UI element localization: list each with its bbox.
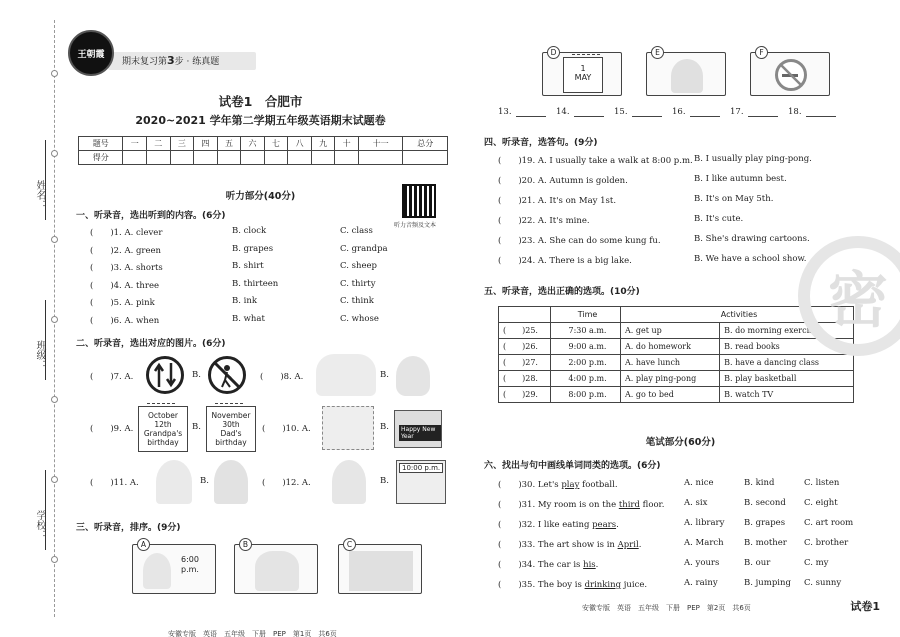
- answer-blank-line[interactable]: [632, 116, 662, 117]
- timeline-row: [499, 355, 854, 371]
- q9-b-label: B.: [192, 422, 201, 432]
- no-walking-sign-icon: [208, 356, 246, 394]
- question-option-c[interactable]: C. grandpa: [340, 243, 388, 254]
- question-row: [498, 174, 868, 187]
- question-row: [498, 154, 868, 167]
- answer-blank-line[interactable]: [806, 116, 836, 117]
- score-input-cell[interactable]: [170, 151, 194, 165]
- blank-number: 15.: [614, 107, 628, 117]
- section-6-heading: 六、找出与句中画线单词同类的选项。(6分): [484, 461, 661, 471]
- question-option-a[interactable]: ( )21. A. It's on May 1st.: [498, 196, 617, 206]
- timeline-time-header: Time: [551, 307, 621, 323]
- sentence-text: ( )34. The car is: [498, 560, 584, 570]
- q7-label: ( )7. A.: [90, 372, 134, 382]
- sentence-text: juice.: [621, 580, 648, 590]
- monkey-picture: [396, 356, 430, 396]
- score-input-cell[interactable]: [288, 151, 312, 165]
- timeline-time: 2:00 p.m.: [551, 355, 621, 371]
- question-option-c[interactable]: C. eight: [804, 498, 838, 508]
- timeline-option-b[interactable]: B. play basketball: [720, 371, 854, 387]
- paper-subtitle: 2020~2021 学年第二学期五年级英语期末试题卷: [135, 114, 386, 127]
- listening-part-title: 听力部分(40分): [225, 191, 296, 202]
- qr-caption: 听力音频及文本: [394, 222, 437, 229]
- section-4-heading: 四、听录音，选答句。(9分): [484, 138, 598, 148]
- confidential-seal: 密: [798, 236, 900, 356]
- question-option-b[interactable]: B. It's cute.: [694, 214, 744, 224]
- question-option-c[interactable]: C. whose: [340, 313, 379, 324]
- boy-basketball-picture: [156, 460, 192, 504]
- may-calendar-day: 1: [580, 64, 586, 73]
- sentence-text: floor.: [639, 500, 665, 510]
- question-option-b[interactable]: B. ink: [232, 296, 257, 306]
- score-header-cell: 八: [288, 137, 312, 151]
- timeline-time: 7:30 a.m.: [551, 323, 621, 339]
- answer-blank-line[interactable]: [574, 116, 604, 117]
- score-header-cell: 十一: [358, 137, 402, 151]
- score-input-cell[interactable]: [358, 151, 402, 165]
- question-option-c[interactable]: C. thirty: [340, 278, 376, 289]
- question-row: [82, 296, 452, 309]
- underlined-word: drinking: [584, 580, 622, 590]
- question-row: [82, 314, 452, 327]
- timeline-question[interactable]: ( )26.: [499, 339, 551, 355]
- q12-label: ( )12. A.: [262, 478, 311, 488]
- answer-blank-line[interactable]: [748, 116, 778, 117]
- question-option-b[interactable]: B. I usually play ping-pong.: [694, 154, 812, 164]
- timeline-option-a[interactable]: A. go to bed: [621, 387, 720, 403]
- card-e-tag: E: [651, 46, 664, 59]
- calendar-a-month: October: [147, 411, 178, 420]
- binding-margin: [0, 0, 60, 637]
- question-7-8-row: [82, 354, 452, 398]
- paper-title: 试卷1 合肥市: [218, 94, 303, 109]
- score-header-cell: 题号: [79, 137, 123, 151]
- timeline-row: [499, 371, 854, 387]
- question-option-a[interactable]: ( )5. A. pink: [90, 298, 155, 308]
- question-option-c[interactable]: C. brother: [804, 538, 849, 548]
- question-option-a[interactable]: ( )20. A. Autumn is golden.: [498, 176, 628, 186]
- picture-card-a: [132, 540, 216, 594]
- score-header-cell: 三: [170, 137, 194, 151]
- timeline-activities-header: Activities: [621, 307, 854, 323]
- question-row: [82, 279, 452, 292]
- question-row: [498, 234, 868, 247]
- binding-hole: [51, 396, 58, 403]
- timeline-question[interactable]: ( )25.: [499, 323, 551, 339]
- card-c-tag: C: [343, 538, 356, 551]
- q12-b-label: B.: [380, 476, 389, 486]
- card-f-tag: F: [755, 46, 768, 59]
- elephant-picture: [316, 354, 376, 396]
- timeline-option-a[interactable]: A. play ping-pong: [621, 371, 720, 387]
- score-header-cell: 九: [311, 137, 335, 151]
- question-sentence: [498, 518, 619, 530]
- question-option-a[interactable]: A. library: [684, 518, 725, 528]
- answer-blank-line[interactable]: [690, 116, 720, 117]
- question-option-a[interactable]: ( )19. A. I usually take a walk at 8:00 p.m.: [498, 156, 693, 166]
- question-option-b[interactable]: B. mother: [744, 538, 787, 548]
- clock-10pm-label: 10:00 p.m.: [399, 463, 443, 473]
- score-value-row: [79, 151, 448, 165]
- timeline-option-b[interactable]: B. do morning exercises: [720, 323, 854, 339]
- left-page: [68, 26, 453, 637]
- qr-code[interactable]: [402, 184, 436, 218]
- new-year-picture: [394, 410, 442, 448]
- calendar-b-event: birthday: [215, 438, 247, 447]
- publisher-logo: 王朝霞: [68, 30, 114, 76]
- question-row: [498, 518, 868, 531]
- timeline-table: [498, 306, 854, 403]
- one-way-arrows-sign-icon: [146, 356, 184, 394]
- class-underline: [45, 300, 46, 380]
- question-sentence: [498, 578, 647, 590]
- paper-tab-label: 试卷1: [850, 600, 880, 613]
- score-input-cell[interactable]: [123, 151, 147, 165]
- underlined-word: third: [618, 500, 640, 510]
- score-header-row: [79, 137, 448, 151]
- question-option-b[interactable]: B. shirt: [232, 261, 264, 271]
- question-option-a[interactable]: ( )1. A. clever: [90, 228, 163, 238]
- calendar-a-day: 12th: [154, 420, 172, 429]
- picture-card-d: [542, 48, 622, 96]
- calendar-b-day: 30th: [222, 420, 240, 429]
- q11-b-label: B.: [200, 476, 209, 486]
- question-9-10-row: [82, 406, 452, 450]
- timeline-row: [499, 339, 854, 355]
- question-option-a[interactable]: ( )3. A. shorts: [90, 263, 163, 273]
- question-option-b[interactable]: B. grapes: [232, 243, 274, 254]
- question-row: [498, 558, 868, 571]
- calendar-a-person: Grandpa's: [143, 429, 183, 438]
- question-option-a[interactable]: A. rainy: [684, 578, 718, 588]
- blank-number: 14.: [556, 107, 570, 117]
- timeline-row: [499, 323, 854, 339]
- question-option-a[interactable]: A. six: [684, 498, 708, 508]
- review-step-banner: 期末复习第3步 · 练真题: [108, 52, 256, 70]
- question-option-a[interactable]: ( )2. A. green: [90, 245, 162, 256]
- mothers-day-card-picture: [322, 406, 374, 450]
- card-b-tag: B: [239, 538, 252, 551]
- question-sentence: [498, 478, 618, 490]
- score-input-cell[interactable]: [217, 151, 241, 165]
- class-label: 班级：: [34, 340, 45, 370]
- sentence-text: ( )35. The boy is: [498, 580, 585, 590]
- right-footer: 安徽专版 英语 五年级 下册 PEP 第2页 共6页: [582, 604, 751, 612]
- question-option-c[interactable]: C. listen: [804, 478, 840, 488]
- boy-sleeping-picture: [396, 460, 446, 504]
- picture-card-c: [338, 540, 422, 594]
- card-d-tag: D: [547, 46, 560, 59]
- question-option-b[interactable]: B. clock: [232, 226, 267, 236]
- picture-card-b: [234, 540, 318, 594]
- underlined-word: his: [583, 560, 596, 570]
- score-header-cell: 四: [194, 137, 218, 151]
- question-option-a[interactable]: ( )24. A. There is a big lake.: [498, 256, 632, 266]
- child-kungfu-icon: [671, 59, 703, 93]
- question-option-a[interactable]: ( )22. A. It's mine.: [498, 216, 590, 226]
- question-option-b[interactable]: B. grapes: [744, 518, 786, 528]
- question-option-a[interactable]: A. March: [684, 538, 724, 548]
- score-header-cell: 二: [147, 137, 171, 151]
- timeline-option-a[interactable]: A. get up: [621, 323, 720, 339]
- score-input-cell[interactable]: [335, 151, 359, 165]
- question-option-c[interactable]: C. my: [804, 558, 829, 568]
- question-option-b[interactable]: B. our: [744, 558, 771, 568]
- question-option-c[interactable]: C. sheep: [340, 261, 377, 271]
- left-footer: 安徽专版 英语 五年级 下册 PEP 第1页 共6页: [168, 630, 337, 637]
- score-input-cell[interactable]: [403, 151, 448, 165]
- q8-label: ( )8. A.: [260, 372, 304, 382]
- sentence-text: ( )31. My room is on the: [498, 500, 619, 510]
- binding-hole: [51, 150, 58, 157]
- blank-number: 18.: [788, 107, 802, 117]
- school-label: 学校：: [34, 510, 45, 540]
- score-input-cell[interactable]: [264, 151, 288, 165]
- card-a-tag: A: [137, 538, 150, 551]
- q10-label: ( )10. A.: [262, 424, 311, 434]
- sentence-text: football.: [579, 480, 618, 490]
- question-option-c[interactable]: C. art room: [804, 518, 854, 528]
- score-table: [78, 136, 448, 165]
- score-row-label: 得分: [79, 151, 123, 165]
- question-option-a[interactable]: ( )23. A. She can do some kung fu.: [498, 236, 661, 246]
- blank-number: 13.: [498, 107, 512, 117]
- question-option-b[interactable]: B. what: [232, 313, 265, 324]
- score-header-cell: 总分: [403, 137, 448, 151]
- question-11-12-row: [82, 460, 452, 504]
- q8-b-label: B.: [380, 370, 389, 380]
- card-a-time: 6:00: [181, 555, 199, 564]
- question-option-b[interactable]: B. jumping: [744, 578, 791, 588]
- may-1-calendar: [563, 57, 603, 93]
- score-input-cell[interactable]: [147, 151, 171, 165]
- question-row: [498, 478, 868, 491]
- card-a-time-suffix: p.m.: [181, 565, 199, 574]
- answer-blank-line[interactable]: [516, 116, 546, 117]
- question-row: [498, 194, 868, 207]
- question-row: [82, 261, 452, 274]
- question-option-b[interactable]: B. I like autumn best.: [694, 174, 787, 184]
- calendar-november-30: [206, 406, 256, 452]
- section-3-heading: 三、听录音，排序。(9分): [76, 523, 181, 533]
- blank-number: 17.: [730, 107, 744, 117]
- blank-number: 16.: [672, 107, 686, 117]
- name-label: 姓名：: [34, 180, 45, 210]
- score-header-cell: 六: [241, 137, 265, 151]
- question-row: [82, 226, 452, 239]
- sentence-text: ( )32. I like eating: [498, 520, 593, 530]
- child-walking-icon: [143, 553, 171, 589]
- picture-card-e: [646, 48, 726, 96]
- kids-playing-icon: [255, 551, 299, 591]
- underlined-word: pears: [592, 520, 617, 530]
- sentence-text: .: [638, 540, 642, 550]
- underlined-word: April: [617, 540, 639, 550]
- may-calendar-month: MAY: [574, 73, 592, 82]
- name-underline: [45, 140, 46, 220]
- timeline-option-a[interactable]: A. have lunch: [621, 355, 720, 371]
- question-option-b[interactable]: B. thirteen: [232, 278, 279, 289]
- calendar-b-person: Dad's: [220, 429, 242, 438]
- question-option-b[interactable]: B. kind: [744, 478, 775, 488]
- score-header-cell: 七: [264, 137, 288, 151]
- boy-baseball-picture: [214, 460, 248, 504]
- happy-new-year-banner: Happy New Year: [399, 425, 441, 441]
- underlined-word: play: [561, 480, 580, 490]
- binding-hole: [51, 70, 58, 77]
- question-option-a[interactable]: ( )4. A. three: [90, 280, 160, 291]
- question-option-b[interactable]: B. We have a school show.: [694, 254, 807, 264]
- timeline-option-b[interactable]: B. watch TV: [720, 387, 854, 403]
- binding-hole: [51, 316, 58, 323]
- picture-card-f: [750, 48, 830, 96]
- timeline-option-b[interactable]: B. read books: [720, 339, 854, 355]
- question-sentence: [498, 498, 664, 510]
- boy-running-picture: [332, 460, 366, 504]
- timeline-body: [499, 323, 854, 403]
- written-part-title: 笔试部分(60分): [645, 437, 716, 448]
- score-input-cell[interactable]: [194, 151, 218, 165]
- score-header-cell: 一: [123, 137, 147, 151]
- question-row: [498, 578, 868, 591]
- question-option-b[interactable]: B. second: [744, 498, 786, 508]
- q7-b-label: B.: [192, 370, 201, 380]
- sentence-text: ( )33. The art show is in: [498, 540, 618, 550]
- question-option-b[interactable]: B. She's drawing cartoons.: [694, 234, 810, 244]
- section-5-heading: 五、听录音，选出正确的选项。(10分): [484, 287, 640, 297]
- q10-b-label: B.: [380, 422, 389, 432]
- timeline-option-b[interactable]: B. have a dancing class: [720, 355, 854, 371]
- binding-hole: [51, 476, 58, 483]
- question-option-c[interactable]: C. think: [340, 296, 374, 306]
- timeline-question[interactable]: ( )27.: [499, 355, 551, 371]
- calendar-a-event: birthday: [147, 438, 179, 447]
- question-option-a[interactable]: A. nice: [684, 478, 714, 488]
- score-input-cell[interactable]: [241, 151, 265, 165]
- question-option-a[interactable]: ( )6. A. when: [90, 315, 160, 326]
- timeline-blank-header: [499, 307, 551, 323]
- section-2-heading: 二、听录音，选出对应的图片。(6分): [76, 339, 226, 349]
- calendar-october-12: [138, 406, 188, 452]
- binding-hole: [51, 236, 58, 243]
- question-row: [498, 214, 868, 227]
- question-row: [498, 538, 868, 551]
- q11-label: ( )11. A.: [90, 478, 139, 488]
- question-option-a[interactable]: A. yours: [684, 558, 720, 568]
- question-option-c[interactable]: C. class: [340, 226, 373, 236]
- sentence-text: .: [595, 560, 599, 570]
- question-row: [498, 498, 868, 511]
- sentence-text: .: [616, 520, 619, 530]
- timeline-row: [499, 387, 854, 403]
- school-underline: [45, 470, 46, 550]
- calendar-b-month: November: [211, 411, 251, 420]
- timeline-question[interactable]: ( )29.: [499, 387, 551, 403]
- question-option-b[interactable]: B. It's on May 5th.: [694, 194, 774, 204]
- timeline-option-a[interactable]: A. do homework: [621, 339, 720, 355]
- question-option-c[interactable]: C. sunny: [804, 578, 842, 588]
- section-1-heading: 一、听录音，选出听到的内容。(6分): [76, 211, 226, 221]
- sentence-text: ( )30. Let's: [498, 480, 562, 490]
- score-header-cell: 五: [217, 137, 241, 151]
- score-header-cell: 十: [335, 137, 359, 151]
- timeline-time: 9:00 a.m.: [551, 339, 621, 355]
- question-sentence: [498, 538, 641, 550]
- timeline-question[interactable]: ( )28.: [499, 371, 551, 387]
- binding-hole: [51, 556, 58, 563]
- question-sentence: [498, 558, 598, 570]
- no-smoking-sign-icon: [775, 59, 807, 91]
- timeline-time: 4:00 p.m.: [551, 371, 621, 387]
- timeline-time: 8:00 p.m.: [551, 387, 621, 403]
- family-show-icon: [349, 551, 413, 591]
- question-row: [82, 244, 452, 257]
- q9-label: ( )9. A.: [90, 424, 134, 434]
- score-input-cell[interactable]: [311, 151, 335, 165]
